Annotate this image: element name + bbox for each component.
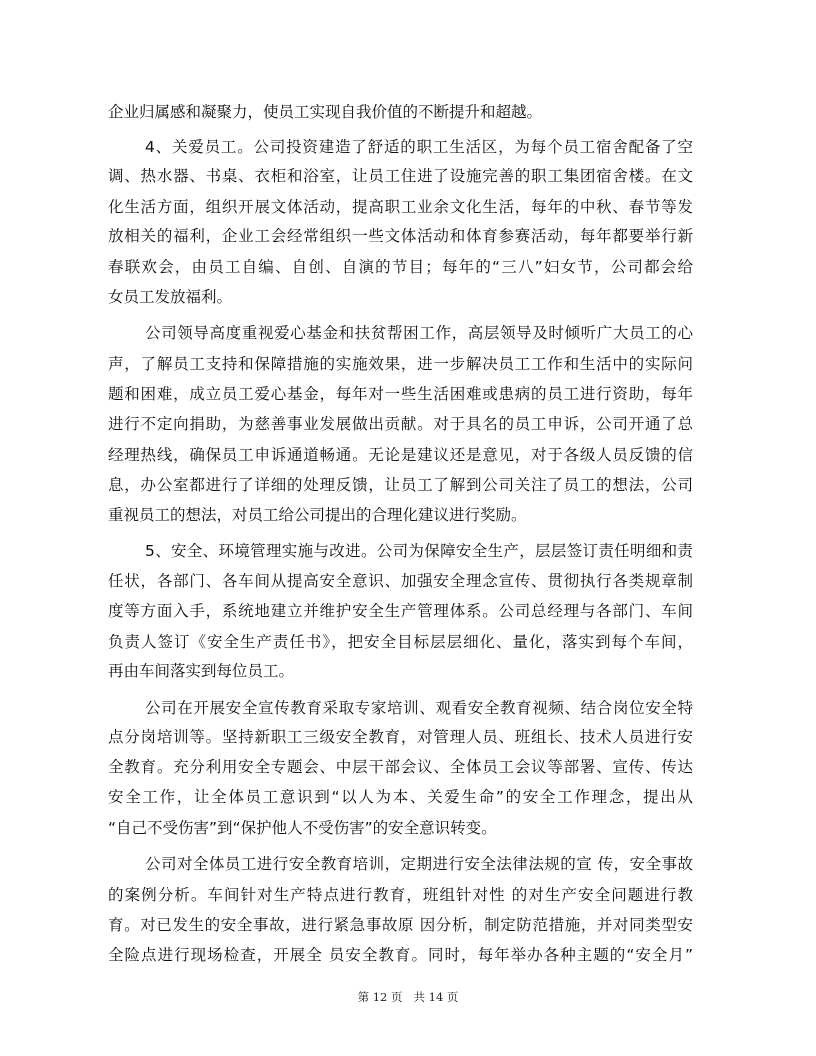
document-line: 息，办公室都进行了详细的处理反馈，让员工了解到公司关注了员工的想法，公司	[108, 476, 694, 494]
document-line: 题和困难，成立员工爱心基金，每年对一些生活困难或患病的员工进行资助，每年	[108, 385, 694, 403]
document-line: 女员工发放福利。	[108, 288, 233, 306]
document-line: 全教育。充分利用安全专题会、中层干部会议、全体员工会议等部署、宣传、传达	[108, 758, 694, 776]
document-line: “自己不受伤害”到“保护他人不受伤害”的安全意识转变。	[108, 819, 497, 837]
document-line: 任状，各部门、各车间从提高安全意识、加强安全理念宣传、贯彻执行各类规章制	[108, 572, 694, 590]
document-line: 春联欢会，由员工自编、自创、自演的节目；每年的“三八”妇女节，公司都会给	[108, 258, 695, 276]
document-line: 公司领导高度重视爱心基金和扶贫帮困工作，高层领导及时倾听广大员工的心	[145, 324, 694, 342]
document-line: 声，了解员工支持和保障措施的实施效果，进一步解决员工工作和生活中的实际问	[108, 355, 694, 373]
document-line: 安全工作，让全体员工意识到“以人为本、关爱生命”的安全工作理念，提出从	[108, 788, 695, 806]
document-line: 调、热水器、书桌、衣柜和浴室，让员工住进了设施完善的职工集团宿舍楼。在文	[108, 167, 694, 185]
document-line: 全险点进行现场检查，开展全 员安全教育。同时，每年举办各种主题的“安全月”	[108, 946, 695, 964]
document-line: 公司对全体员工进行安全教育培训，定期进行安全法律法规的宣 传，安全事故	[145, 855, 694, 873]
page-footer: 第 12 页 共 14 页	[357, 990, 459, 1004]
document-line: 公司在开展安全宣传教育采取专家培训、观看安全教育视频、结合岗位安全特	[145, 699, 694, 717]
document-line: 企业归属感和凝聚力，使员工实现自我价值的不断提升和超越。	[108, 103, 543, 121]
document-line: 点分岗培训等。坚持新职工三级安全教育，对管理人员、班组长、技术人员进行安	[108, 728, 694, 746]
document-line: 负责人签订《安全生产责任书》，把安全目标层层细化、量化，落实到每个车间，	[108, 633, 694, 651]
document-line: 化生活方面，组织开展文体活动，提高职工业余文化生活，每年的中秋、春节等发	[108, 198, 694, 216]
document-line: 进行不定向捐助，为慈善事业发展做出贡献。对于具名的员工申诉，公司开通了总	[108, 415, 694, 433]
document-line: 度等方面入手，系统地建立并维护安全生产管理体系。公司总经理与各部门、车间	[108, 602, 694, 620]
document-line: 重视员工的想法，对员工给公司提出的合理化建议进行奖励。	[108, 506, 527, 524]
document-line: 再由车间落实到每位员工。	[108, 662, 295, 680]
document-line: 放相关的福利，企业工会经常组织一些文体活动和体育参赛活动，每年都要举行新	[108, 227, 694, 245]
document-line: 的案例分析。车间针对生产特点进行教育，班组针对性 的对生产安全问题进行教	[108, 886, 695, 904]
document-line: 经理热线，确保员工申诉通道畅通。无论是建议还是意见，对于各级人员反馈的信	[108, 446, 694, 464]
document-line: 4、关爱员工。公司投资建造了舒适的职工生活区，为每个员工宿舍配备了空	[145, 138, 694, 156]
document-line: 5、安全、环境管理实施与改进。公司为保障安全生产，层层签订责任明细和责	[145, 542, 694, 560]
document-line: 育。对已发生的安全事故，进行紧急事故原 因分析，制定防范措施，并对同类型安	[108, 916, 694, 934]
